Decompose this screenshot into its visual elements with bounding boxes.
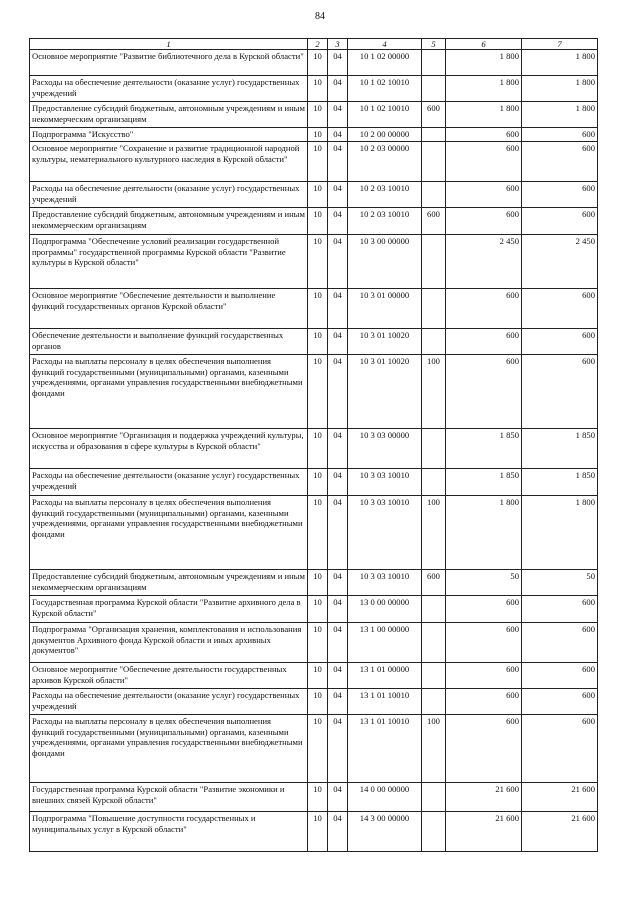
row-sum-column7-cell: 50 [522, 570, 598, 596]
row-expense-type-cell [422, 142, 446, 182]
row-expense-type-cell: 600 [422, 208, 446, 235]
row-section-cell: 10 [308, 289, 328, 329]
table-row [30, 182, 598, 208]
row-expense-type-cell [422, 289, 446, 329]
table-row [30, 208, 598, 235]
row-sum-column7-cell: 600 [522, 355, 598, 429]
row-sum-column6-cell: 600 [446, 355, 522, 429]
row-sum-column6-cell: 1 850 [446, 429, 522, 469]
row-sum-column6-cell: 600 [446, 663, 522, 689]
table-row [30, 329, 598, 355]
row-subsection-cell: 04 [328, 208, 348, 235]
row-sum-column6-cell: 600 [446, 329, 522, 355]
row-target-article-cell: 10 2 03 10010 [348, 182, 422, 208]
row-section-cell: 10 [308, 715, 328, 783]
row-sum-column7-cell: 600 [522, 329, 598, 355]
row-expense-type-cell [422, 663, 446, 689]
row-section-cell: 10 [308, 142, 328, 182]
row-subsection-cell: 04 [328, 812, 348, 852]
row-sum-column6-cell: 600 [446, 182, 522, 208]
row-name-cell: Основное мероприятие "Сохранение и развитие традиционной народной культуры, нематериального культурного наследия в Курской области" [30, 142, 308, 182]
row-sum-column6-cell: 600 [446, 715, 522, 783]
table-row [30, 783, 598, 812]
row-subsection-cell: 04 [328, 182, 348, 208]
row-target-article-cell: 10 3 00 00000 [348, 235, 422, 289]
row-section-cell: 10 [308, 235, 328, 289]
row-subsection-cell: 04 [328, 329, 348, 355]
row-subsection-cell: 04 [328, 128, 348, 142]
row-target-article-cell: 13 0 00 00000 [348, 596, 422, 623]
row-subsection-cell: 04 [328, 469, 348, 496]
row-expense-type-cell: 100 [422, 496, 446, 570]
table-row [30, 50, 598, 76]
row-sum-column6-cell: 1 800 [446, 102, 522, 128]
column-header-4: 4 [348, 39, 422, 50]
row-subsection-cell: 04 [328, 289, 348, 329]
table-row [30, 235, 598, 289]
row-sum-column7-cell: 600 [522, 142, 598, 182]
row-expense-type-cell [422, 429, 446, 469]
row-sum-column7-cell: 600 [522, 715, 598, 783]
row-section-cell: 10 [308, 128, 328, 142]
table-row [30, 355, 598, 429]
row-target-article-cell: 10 3 03 00000 [348, 429, 422, 469]
row-subsection-cell: 04 [328, 663, 348, 689]
row-target-article-cell: 10 1 02 10010 [348, 76, 422, 102]
row-sum-column7-cell: 1 800 [522, 76, 598, 102]
row-name-cell: Расходы на обеспечение деятельности (оказание услуг) государственных учреждений [30, 76, 308, 102]
table-header-row [30, 39, 598, 50]
row-target-article-cell: 10 1 02 00000 [348, 50, 422, 76]
row-target-article-cell: 10 2 03 10010 [348, 208, 422, 235]
row-section-cell: 10 [308, 429, 328, 469]
row-sum-column7-cell: 2 450 [522, 235, 598, 289]
budget-table [29, 38, 598, 852]
row-sum-column7-cell: 600 [522, 208, 598, 235]
row-sum-column6-cell: 600 [446, 289, 522, 329]
row-subsection-cell: 04 [328, 102, 348, 128]
row-subsection-cell: 04 [328, 623, 348, 663]
row-sum-column7-cell: 21 600 [522, 783, 598, 812]
row-target-article-cell: 10 3 01 00000 [348, 289, 422, 329]
row-name-cell: Подпрограмма "Повышение доступности государственных и муниципальных услуг в Курской области" [30, 812, 308, 852]
row-name-cell: Расходы на выплаты персоналу в целях обеспечения выполнения функций государственными (муниципальными) органами, казенными учреждениями, органами управления государственными внебюджетными фондами [30, 496, 308, 570]
row-expense-type-cell [422, 812, 446, 852]
row-target-article-cell: 14 3 00 00000 [348, 812, 422, 852]
row-sum-column6-cell: 21 600 [446, 812, 522, 852]
row-name-cell: Основное мероприятие "Обеспечение деятельности государственных архивов Курской области" [30, 663, 308, 689]
row-target-article-cell: 10 1 02 10010 [348, 102, 422, 128]
row-subsection-cell: 04 [328, 496, 348, 570]
row-name-cell: Расходы на обеспечение деятельности (оказание услуг) государственных учреждений [30, 689, 308, 715]
row-subsection-cell: 04 [328, 570, 348, 596]
row-target-article-cell: 13 1 01 10010 [348, 689, 422, 715]
row-name-cell: Расходы на выплаты персоналу в целях обеспечения выполнения функций государственными (муниципальными) органами, казенными учреждениями, органами управления государственными внебюджетными фондами [30, 715, 308, 783]
row-target-article-cell: 13 1 01 00000 [348, 663, 422, 689]
table-row [30, 623, 598, 663]
table-row [30, 102, 598, 128]
row-expense-type-cell [422, 623, 446, 663]
row-sum-column7-cell: 600 [522, 182, 598, 208]
row-target-article-cell: 10 3 03 10010 [348, 496, 422, 570]
row-expense-type-cell: 100 [422, 355, 446, 429]
row-expense-type-cell [422, 50, 446, 76]
row-target-article-cell: 10 3 03 10010 [348, 570, 422, 596]
table-row [30, 596, 598, 623]
row-section-cell: 10 [308, 496, 328, 570]
row-sum-column6-cell: 1 800 [446, 50, 522, 76]
row-name-cell: Подпрограмма "Организация хранения, комплектования и использования документов Архивного фонда Курской области и иных архивных документов" [30, 623, 308, 663]
table-row [30, 689, 598, 715]
row-sum-column7-cell: 600 [522, 289, 598, 329]
row-sum-column6-cell: 600 [446, 623, 522, 663]
row-target-article-cell: 13 1 01 10010 [348, 715, 422, 783]
row-subsection-cell: 04 [328, 715, 348, 783]
row-sum-column7-cell: 600 [522, 689, 598, 715]
table-row [30, 570, 598, 596]
row-sum-column6-cell: 21 600 [446, 783, 522, 812]
table-row [30, 128, 598, 142]
row-section-cell: 10 [308, 329, 328, 355]
row-expense-type-cell [422, 596, 446, 623]
row-expense-type-cell: 100 [422, 715, 446, 783]
row-sum-column6-cell: 600 [446, 208, 522, 235]
row-name-cell: Основное мероприятие "Обеспечение деятельности и выполнение функций государственных органов Курской области" [30, 289, 308, 329]
table-row [30, 142, 598, 182]
row-section-cell: 10 [308, 208, 328, 235]
row-section-cell: 10 [308, 689, 328, 715]
row-section-cell: 10 [308, 50, 328, 76]
row-section-cell: 10 [308, 102, 328, 128]
row-section-cell: 10 [308, 182, 328, 208]
row-subsection-cell: 04 [328, 596, 348, 623]
row-expense-type-cell [422, 76, 446, 102]
row-sum-column7-cell: 1 850 [522, 429, 598, 469]
row-name-cell: Подпрограмма "Обеспечение условий реализации государственной программы" государственной программы Курской области "Развитие культуры в Курской области" [30, 235, 308, 289]
row-section-cell: 10 [308, 355, 328, 429]
table-row [30, 76, 598, 102]
row-sum-column6-cell: 1 850 [446, 469, 522, 496]
budget-table-body [30, 39, 598, 852]
row-name-cell: Расходы на обеспечение деятельности (оказание услуг) государственных учреждений [30, 469, 308, 496]
row-subsection-cell: 04 [328, 50, 348, 76]
column-header-2: 2 [308, 39, 328, 50]
row-target-article-cell: 10 2 00 00000 [348, 128, 422, 142]
row-expense-type-cell [422, 469, 446, 496]
row-name-cell: Государственная программа Курской области "Развитие архивного дела в Курской области" [30, 596, 308, 623]
row-name-cell: Основное мероприятие "Организация и поддержка учреждений культуры, искусства и образования в сфере культуры в Курской области" [30, 429, 308, 469]
row-target-article-cell: 10 3 01 10020 [348, 329, 422, 355]
table-row [30, 469, 598, 496]
row-sum-column7-cell: 1 800 [522, 102, 598, 128]
row-target-article-cell: 10 2 03 00000 [348, 142, 422, 182]
row-expense-type-cell [422, 689, 446, 715]
row-subsection-cell: 04 [328, 142, 348, 182]
row-sum-column7-cell: 1 800 [522, 496, 598, 570]
column-header-6: 6 [446, 39, 522, 50]
row-section-cell: 10 [308, 76, 328, 102]
page-number: 84 [315, 11, 325, 22]
row-subsection-cell: 04 [328, 76, 348, 102]
column-header-7: 7 [522, 39, 598, 50]
row-sum-column6-cell: 600 [446, 128, 522, 142]
row-target-article-cell: 10 3 03 10010 [348, 469, 422, 496]
row-name-cell: Предоставление субсидий бюджетным, автономным учреждениям и иным некоммерческим организациям [30, 208, 308, 235]
row-sum-column6-cell: 2 450 [446, 235, 522, 289]
row-name-cell: Предоставление субсидий бюджетным, автономным учреждениям и иным некоммерческим организациям [30, 570, 308, 596]
row-expense-type-cell [422, 235, 446, 289]
table-row [30, 429, 598, 469]
row-name-cell: Расходы на обеспечение деятельности (оказание услуг) государственных учреждений [30, 182, 308, 208]
row-sum-column7-cell: 600 [522, 663, 598, 689]
row-section-cell: 10 [308, 783, 328, 812]
row-sum-column6-cell: 50 [446, 570, 522, 596]
row-expense-type-cell [422, 128, 446, 142]
row-name-cell: Обеспечение деятельности и выполнение функций государственных органов [30, 329, 308, 355]
row-target-article-cell: 13 1 00 00000 [348, 623, 422, 663]
row-expense-type-cell: 600 [422, 102, 446, 128]
table-row [30, 289, 598, 329]
row-sum-column7-cell: 1 800 [522, 50, 598, 76]
row-name-cell: Предоставление субсидий бюджетным, автономным учреждениям и иным некоммерческим организациям [30, 102, 308, 128]
row-subsection-cell: 04 [328, 355, 348, 429]
column-header-1: 1 [30, 39, 308, 50]
table-row [30, 715, 598, 783]
row-sum-column6-cell: 600 [446, 142, 522, 182]
table-row [30, 663, 598, 689]
row-section-cell: 10 [308, 623, 328, 663]
row-subsection-cell: 04 [328, 783, 348, 812]
row-sum-column6-cell: 600 [446, 596, 522, 623]
table-row [30, 812, 598, 852]
row-section-cell: 10 [308, 663, 328, 689]
row-name-cell: Подпрограмма "Искусство" [30, 128, 308, 142]
row-sum-column7-cell: 600 [522, 596, 598, 623]
row-target-article-cell: 10 3 01 10020 [348, 355, 422, 429]
row-section-cell: 10 [308, 469, 328, 496]
row-name-cell: Расходы на выплаты персоналу в целях обеспечения выполнения функций государственными (муниципальными) органами, казенными учреждениями, органами управления государственными внебюджетными фондами [30, 355, 308, 429]
row-expense-type-cell [422, 182, 446, 208]
row-sum-column7-cell: 1 850 [522, 469, 598, 496]
row-sum-column7-cell: 600 [522, 128, 598, 142]
row-expense-type-cell: 600 [422, 570, 446, 596]
table-row [30, 496, 598, 570]
row-expense-type-cell [422, 783, 446, 812]
row-target-article-cell: 14 0 00 00000 [348, 783, 422, 812]
row-sum-column7-cell: 21 600 [522, 812, 598, 852]
row-subsection-cell: 04 [328, 429, 348, 469]
row-subsection-cell: 04 [328, 689, 348, 715]
row-sum-column6-cell: 1 800 [446, 76, 522, 102]
row-subsection-cell: 04 [328, 235, 348, 289]
column-header-3: 3 [328, 39, 348, 50]
row-sum-column7-cell: 600 [522, 623, 598, 663]
row-expense-type-cell [422, 329, 446, 355]
column-header-5: 5 [422, 39, 446, 50]
row-section-cell: 10 [308, 596, 328, 623]
row-sum-column6-cell: 600 [446, 689, 522, 715]
row-name-cell: Основное мероприятие "Развитие библиотечного дела в Курской области" [30, 50, 308, 76]
row-name-cell: Государственная программа Курской области "Развитие экономики и внешних связей Курской области" [30, 783, 308, 812]
row-section-cell: 10 [308, 812, 328, 852]
row-sum-column6-cell: 1 800 [446, 496, 522, 570]
row-section-cell: 10 [308, 570, 328, 596]
